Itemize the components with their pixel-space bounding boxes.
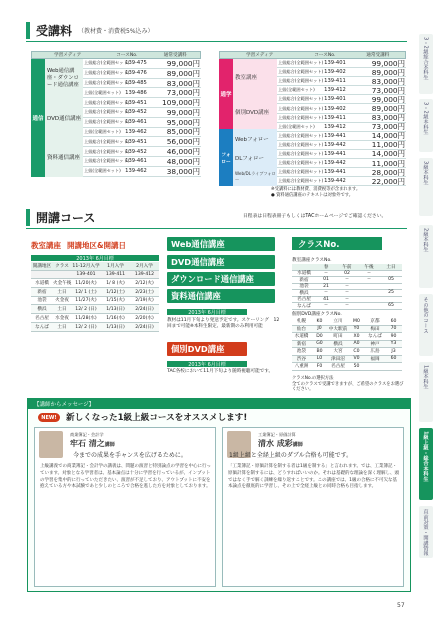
loc-cell: 1/12(土) bbox=[106, 289, 125, 295]
t1-cell: 池袋 bbox=[299, 284, 309, 290]
page-number: 57 bbox=[397, 602, 405, 609]
loc-row bbox=[31, 297, 159, 306]
right-fee-type: 上級総合(全範囲セット) bbox=[278, 132, 324, 138]
classno-foot bbox=[292, 376, 404, 393]
left-fee-type: 上級(全範囲セット) bbox=[84, 128, 121, 134]
t2-cell: 梅田 bbox=[370, 326, 380, 332]
right-fee-type: 上級総合(全範囲セット) bbox=[278, 69, 324, 75]
t2-cell: V0 bbox=[353, 356, 360, 362]
right-name: 清水 成彩 bbox=[258, 439, 293, 448]
col-media-r: 学習メディア bbox=[245, 53, 274, 58]
t2-row bbox=[292, 341, 402, 349]
loc-cell: 2/12(火) bbox=[135, 280, 154, 286]
t2-cell: M0 bbox=[353, 318, 360, 324]
t2-cell: A0 bbox=[353, 341, 360, 347]
left-quote: 今までの成果を手ャンスを広げるために。 bbox=[73, 452, 187, 459]
t2-row bbox=[292, 326, 402, 334]
loc-cell: 水金夜 bbox=[55, 316, 69, 322]
t2-cell: 渋谷 bbox=[296, 356, 307, 362]
loc-header-cell: 1月入学 bbox=[107, 264, 124, 269]
left-role: 商業簿記・会計学 bbox=[70, 432, 104, 437]
left-fee-price: 99,000円 bbox=[166, 107, 200, 117]
t2-cell: L0 bbox=[316, 356, 323, 362]
t2-cell: Y3 bbox=[390, 341, 397, 347]
right-fee-type: 上級総合(全範囲セット) bbox=[278, 96, 324, 102]
loc-row bbox=[31, 314, 159, 323]
follow-cat bbox=[219, 129, 233, 186]
t2-cell: 福岡 bbox=[370, 356, 380, 362]
left-fee-price: 85,000円 bbox=[166, 127, 200, 137]
right-fee-type: 上級総合(全範囲セット) bbox=[278, 114, 324, 120]
dl-follow-group bbox=[233, 148, 277, 167]
kobetsu-note: TAC各校において11月下旬より随時視聴可能です。 bbox=[167, 369, 274, 374]
left-fee-code: 139-486 bbox=[125, 89, 147, 96]
right-fee-code: 139-412 bbox=[324, 87, 346, 94]
fee-note-1: ※受講料には教材費、消費税等が含まれます。 bbox=[271, 187, 361, 192]
t1-cell: 02 bbox=[344, 270, 350, 276]
right-fee-code: 139-402 bbox=[324, 69, 346, 76]
mid-note: 教材は11月下旬より発送予定です。スケーリング 12回まで可能※本科生限定、最新期のみ利用可能 bbox=[167, 318, 280, 329]
right-fee-price: 11,000円 bbox=[371, 140, 405, 150]
right-fee-code: 139-441 bbox=[324, 132, 346, 139]
t1-cell: 新宿 bbox=[299, 277, 309, 283]
left-fee-price: 38,000円 bbox=[166, 166, 200, 176]
t2-cell: 70 bbox=[390, 326, 397, 332]
t2-cell: 90 bbox=[390, 333, 397, 339]
t2-cell: 立川 bbox=[333, 319, 343, 325]
left-fee-code: 139-461 bbox=[125, 158, 147, 165]
fee-notes bbox=[271, 187, 360, 198]
fee-note-2: ● 資料通信講座のテキストは対象外です。 bbox=[271, 192, 354, 198]
right-fee-price: 99,000円 bbox=[371, 58, 405, 68]
t1-cell: -- bbox=[324, 270, 328, 276]
right-fee-type: 上級総合(全範囲セット) bbox=[278, 105, 324, 111]
loc-row bbox=[31, 279, 159, 288]
loc-row bbox=[31, 305, 159, 314]
right-fee-price: 14,000円 bbox=[371, 149, 405, 159]
left-fee-code: 139-461 bbox=[125, 119, 147, 126]
location-table bbox=[31, 262, 159, 332]
left-message bbox=[34, 427, 216, 587]
left-fee-price: 83,000円 bbox=[166, 78, 200, 88]
t2-cell: B0 bbox=[316, 348, 323, 354]
left-fee-price: 46,000円 bbox=[166, 147, 200, 157]
right-message bbox=[222, 427, 404, 587]
loc-cell: 横浜 bbox=[37, 307, 47, 313]
right-fee-code: 139-412 bbox=[324, 123, 346, 130]
right-fee-type: 上級(全範囲セット) bbox=[278, 87, 315, 93]
loc-cell: 11/28(水) bbox=[75, 316, 97, 322]
side-tab[interactable]: 3・2級総合本科生 bbox=[419, 34, 433, 94]
web-course-button[interactable]: Web通信講座 bbox=[167, 237, 275, 251]
dvd-course-button[interactable]: DVD通信講座 bbox=[167, 255, 275, 269]
t1-cell: -- bbox=[367, 270, 371, 276]
side-tab[interactable]: 1級上級・総合本科生 bbox=[419, 428, 433, 500]
web-follow-group bbox=[233, 129, 277, 148]
left-fee-type: 上級(全範囲セット) bbox=[84, 168, 121, 174]
t2-cell: J0 bbox=[317, 326, 322, 332]
webdl-follow-group bbox=[233, 167, 277, 186]
t2-row bbox=[292, 356, 402, 364]
loc-cell: 11/27(火) bbox=[75, 298, 97, 304]
t2-cell: 60 bbox=[390, 318, 397, 324]
right-suffix: 講師 bbox=[292, 442, 303, 448]
t1-cell: -- bbox=[345, 277, 349, 283]
course-title: 開講コース bbox=[36, 211, 96, 225]
left-name-wrap bbox=[70, 438, 115, 449]
year-bar-1: 2013年 6月目標 bbox=[31, 255, 159, 261]
t2-cell: 名古屋 bbox=[331, 364, 345, 370]
right-fee-code: 139-411 bbox=[324, 78, 346, 85]
fee-section-title bbox=[26, 22, 154, 39]
loc-cell: 1/16(水) bbox=[106, 316, 125, 322]
classno-table1-title: 教室講座クラスNo. bbox=[292, 258, 332, 263]
right-fee-type: 上級総合(全範囲セット) bbox=[278, 78, 324, 84]
loc-cell: 12/ 2 (日) bbox=[75, 324, 97, 330]
shiryo-group bbox=[45, 137, 83, 177]
t1-header-cell: 春 bbox=[323, 264, 329, 270]
t2-cell: 町田 bbox=[333, 334, 343, 340]
loc-cell: 1/13(日) bbox=[106, 307, 125, 313]
t2-cell: 津田沼 bbox=[331, 356, 345, 362]
t2-cell: 50 bbox=[353, 363, 360, 369]
left-fee-code: 139-485 bbox=[125, 79, 147, 86]
kobetsu-course-button[interactable]: 個別DVD講座 bbox=[167, 342, 247, 356]
right-name-wrap bbox=[258, 438, 303, 449]
t2-row bbox=[292, 333, 402, 341]
left-fee-type: 上級総合(全範囲セット) bbox=[84, 148, 130, 154]
left-fee-price: 56,000円 bbox=[166, 137, 200, 147]
t2-cell: 中大駅前 bbox=[328, 326, 348, 332]
loc-cell: 2/23(土) bbox=[135, 289, 154, 295]
loc-cell: 2/24(日) bbox=[135, 324, 154, 330]
left-fee-code: 139-452 bbox=[125, 109, 147, 116]
fee-rule bbox=[26, 41, 407, 42]
loc-row bbox=[31, 288, 159, 297]
right-fee-type: 上級総合(全範囲セット) bbox=[278, 178, 324, 184]
t1-cell: 21 bbox=[323, 283, 329, 289]
t1-cell: -- bbox=[345, 296, 349, 302]
loc-code-row bbox=[31, 271, 159, 279]
loc-cell: 2/19(火) bbox=[135, 298, 154, 304]
loc-cell: なんば bbox=[35, 324, 49, 330]
left-fee-price: 73,000円 bbox=[166, 88, 200, 98]
loc-header-row bbox=[31, 262, 159, 271]
t2-cell: 広島 bbox=[370, 349, 380, 355]
loc-cell: 2/24(日) bbox=[135, 307, 154, 313]
left-fee-type: 上級総合(全範囲セット) bbox=[84, 70, 130, 76]
right-rows bbox=[277, 59, 406, 186]
message-title: 新しくなった1級上級コースをオススメします! bbox=[66, 413, 248, 423]
area-date-head: 開講地区&開講日 bbox=[67, 240, 127, 250]
left-fee-type: 上級総合(全範囲セット) bbox=[84, 79, 130, 85]
loc-code-cell: 139-411 bbox=[105, 272, 126, 277]
t2-cell: K0 bbox=[316, 318, 323, 324]
loc-cell: 池袋 bbox=[37, 298, 47, 304]
t2-cell: 新宿 bbox=[296, 341, 307, 347]
left-fee-code: 139-462 bbox=[125, 168, 147, 175]
left-fee-code: 139-476 bbox=[125, 70, 147, 77]
t1-row bbox=[292, 303, 402, 310]
classno-foot-2: 全てのクラスで受講できますが、ご希望のクラスをお選びください。 bbox=[292, 381, 404, 392]
web-dvd-label: Web通信講座・ダウンロード通信講座 bbox=[47, 68, 79, 88]
t1-cell: 01 bbox=[323, 277, 329, 283]
side-tab[interactable]: 3・2級本科生 bbox=[419, 99, 433, 152]
fee-table-right bbox=[219, 51, 406, 186]
right-fee-price: 14,000円 bbox=[371, 131, 405, 141]
left-fee-code: 139-451 bbox=[125, 99, 147, 106]
right-fee-price: 73,000円 bbox=[371, 122, 405, 132]
download-course-button[interactable]: ダウンロード通信講座 bbox=[167, 272, 275, 286]
right-fee-type: 上級総合(全範囲セット) bbox=[278, 150, 324, 156]
left-fee-type: 上級総合(全範囲セット) bbox=[84, 119, 130, 125]
left-fee-type: 上級(全範囲セット) bbox=[84, 89, 121, 95]
right-quote: 1級上級と全経上級のダブル合格も可能です。 bbox=[229, 452, 353, 459]
shiryo-label: 資料通信講座 bbox=[47, 155, 81, 161]
left-fee-code: 139-452 bbox=[125, 148, 147, 155]
t2-cell: なんば bbox=[368, 334, 382, 340]
loc-code-cell: 139-412 bbox=[134, 272, 155, 277]
loc-header-cell: 2月入学 bbox=[136, 264, 153, 269]
left-fee-type: 上級総合(全範囲セット) bbox=[84, 158, 130, 164]
loc-header-cell: 11-12月入学 bbox=[72, 264, 100, 269]
t2-row bbox=[292, 363, 402, 371]
right-fee-price: 28,000円 bbox=[371, 167, 405, 177]
t2-cell: F0 bbox=[316, 363, 323, 369]
loc-cell: 土日 bbox=[57, 289, 67, 295]
left-body: 上級講義での商業簿記・会計学の講義は、問題の演習と特別論点の学習を中心に行っています。対象となる学習者は、基本論点は十分に学習を行っているが、インプットの学習を集中的に行っていただきたい、演習が不足しており、アウトプットに不安を抱えている方や本試験であと少しのところで合格を逃した方を対象としております。 bbox=[40, 464, 211, 490]
fee-table-left bbox=[31, 51, 201, 177]
year-bar-2: 2013年 6月目標 bbox=[167, 309, 247, 315]
right-fee-type: 上級総合(全範囲セット) bbox=[278, 60, 324, 66]
t2-cell: D0 bbox=[316, 333, 323, 339]
t1-cell: -- bbox=[324, 290, 328, 296]
loc-cell: 火金午後 bbox=[53, 280, 72, 286]
right-fee-type: 上級(全範囲セット) bbox=[278, 123, 315, 129]
follow-label: フォロー bbox=[221, 152, 231, 165]
loc-cell: 11/20(火) bbox=[75, 280, 97, 286]
col-course-r: コースNo. bbox=[314, 53, 336, 58]
loc-header-cell: クラス bbox=[55, 264, 69, 269]
left-fee-type: 上級総合(全範囲セット) bbox=[84, 99, 130, 105]
course-note: 日程表は日程表冊子もしくはTACホームページでご確認ください。 bbox=[243, 214, 387, 219]
t1-header-cell: 土日 bbox=[386, 264, 396, 270]
left-suffix: 講師 bbox=[104, 442, 115, 448]
left-fee-price: 99,000円 bbox=[166, 58, 200, 68]
kobetsu-label: 個別DVD講座 bbox=[235, 109, 270, 116]
loc-row bbox=[31, 323, 159, 332]
right-fee-code: 139-401 bbox=[324, 96, 346, 103]
right-fee-price: 89,000円 bbox=[371, 67, 405, 77]
loc-cell: 名古屋 bbox=[35, 316, 49, 322]
kyoshitsu-group bbox=[233, 59, 277, 94]
t1-cell: 25 bbox=[388, 290, 394, 296]
left-fee-row bbox=[83, 167, 201, 177]
side-tab[interactable]: 3級本科生 bbox=[419, 158, 433, 216]
left-fee-price: 95,000円 bbox=[166, 117, 200, 127]
tsushin-label: 通信 bbox=[32, 116, 44, 122]
right-fee-code: 139-442 bbox=[324, 178, 346, 185]
web-follow-label: Webフォロー bbox=[235, 136, 269, 143]
side-tab[interactable]: その他のコース bbox=[419, 294, 433, 356]
new-badge: NEW! bbox=[38, 413, 60, 422]
t2-cell: C0 bbox=[353, 348, 360, 354]
side-tab[interactable]: 直前対策・開講情報 bbox=[419, 506, 433, 558]
web-dvd-group bbox=[45, 59, 83, 98]
loc-cell: 2/20(水) bbox=[135, 316, 154, 322]
right-fee-code: 139-402 bbox=[324, 105, 346, 112]
right-fee-price: 83,000円 bbox=[371, 113, 405, 123]
t2-cell: 大宮 bbox=[333, 349, 343, 355]
classno-foot-1: クラスNo.の選択方法 bbox=[292, 376, 334, 381]
message-box bbox=[27, 398, 411, 592]
left-fee-price: 89,000円 bbox=[166, 68, 200, 78]
right-fee-code: 139-441 bbox=[324, 169, 346, 176]
loc-cell: 1/ 8 (火) bbox=[106, 280, 125, 286]
dvd-label: DVD通信講座 bbox=[47, 115, 82, 122]
t2-cell: 水道橋 bbox=[294, 334, 309, 340]
col-fee: 通常受講料 bbox=[163, 53, 187, 58]
shiryo-course-button[interactable]: 資料通信講座 bbox=[167, 289, 275, 303]
t1-header-cell: 午後 bbox=[364, 264, 374, 270]
t1-cell: -- bbox=[324, 303, 328, 309]
dl-follow-label: DLフォロー bbox=[235, 155, 265, 162]
message-head: 【講師からメッセージ】 bbox=[28, 399, 410, 409]
t1-cell: -- bbox=[345, 303, 349, 309]
right-fee-code: 139-411 bbox=[324, 114, 346, 121]
col-fee-r: 通常受講料 bbox=[366, 53, 390, 58]
t1-header-cell: 午前 bbox=[342, 264, 352, 270]
col-course: コースNo. bbox=[116, 53, 138, 58]
left-rows bbox=[83, 59, 201, 177]
t1-cell: 水道橋 bbox=[297, 271, 311, 277]
right-fee-code: 139-401 bbox=[324, 60, 346, 67]
t1-cell: 名古屋 bbox=[297, 297, 311, 303]
loc-cell: 土日 bbox=[57, 307, 67, 313]
t1-cell: なんば bbox=[297, 303, 311, 309]
right-fee-price: 73,000円 bbox=[371, 85, 405, 95]
col-media: 学習メディア bbox=[53, 53, 82, 58]
t1-cell: 41 bbox=[323, 296, 329, 302]
right-fee-code: 139-442 bbox=[324, 141, 346, 148]
course-rule bbox=[26, 228, 407, 229]
left-fee-type: 上級総合(全範囲セット) bbox=[84, 60, 130, 66]
right-fee-code: 139-441 bbox=[324, 150, 346, 157]
t2-cell: 八重洲 bbox=[294, 364, 309, 370]
loc-cell: 新宿 bbox=[37, 289, 47, 295]
right-fee-code: 139-442 bbox=[324, 160, 346, 167]
side-tab[interactable]: 1級本科生 bbox=[419, 362, 433, 422]
right-fee-type: 上級総合(全範囲セット) bbox=[278, 169, 324, 175]
t1-cell: 05 bbox=[388, 277, 394, 283]
tsugaku-cat bbox=[219, 59, 233, 129]
t2-row bbox=[292, 318, 402, 326]
left-fee-price: 109,000円 bbox=[162, 98, 200, 108]
course-section-title bbox=[26, 209, 95, 226]
tsushin-cat bbox=[31, 59, 45, 177]
right-fee-price: 22,000円 bbox=[371, 176, 405, 186]
webdl-follow-label: Web/DLライブフォロー bbox=[235, 170, 276, 182]
t2-cell: J3 bbox=[391, 348, 396, 354]
t2-cell: 神戸 bbox=[370, 341, 380, 347]
t2-cell: X0 bbox=[353, 333, 360, 339]
kobetsu-group bbox=[233, 94, 277, 129]
left-fee-type: 上級総合(全範囲セット) bbox=[84, 138, 130, 144]
left-fee-code: 139-475 bbox=[125, 60, 147, 67]
left-avatar bbox=[39, 431, 63, 458]
year-bar-3: 2013年 6月目標 bbox=[167, 361, 247, 367]
left-fee-code: 139-451 bbox=[125, 138, 147, 145]
classno-table2-title: 個別DVD講座クラスNo. bbox=[292, 312, 342, 317]
right-fee-type: 上級総合(全範囲セット) bbox=[278, 141, 324, 147]
t1-cell: -- bbox=[345, 283, 349, 289]
t2-cell: Y0 bbox=[353, 326, 360, 332]
loc-cell: 土日 bbox=[57, 324, 67, 330]
fee-subtitle: （教材費・消費税5%込み） bbox=[78, 28, 154, 35]
t2-cell: 札幌 bbox=[296, 319, 307, 325]
dvd-group bbox=[45, 98, 83, 137]
left-head bbox=[31, 239, 126, 251]
t1-cell: 65 bbox=[388, 303, 394, 309]
t2-cell: 仙台 bbox=[296, 326, 307, 332]
right-body: 「工業簿記・原価計算を制する者は1級を制する」と言われます。では、工業簿記・原価計算を制するには、どうすればいいのか。それは基礎的な理論を深く理解し、頭ではなく手で解く訓練を繰り返すことです。この講座では、1級の合格に不可欠な基本論点を徹底的に学習し、その上で全経上級との同時合格も目指します。 bbox=[228, 464, 399, 490]
left-fee-price: 48,000円 bbox=[166, 156, 200, 166]
right-role: 工業簿記・原価計算 bbox=[258, 432, 296, 437]
t2-row bbox=[292, 348, 402, 356]
loc-header-cell: 開講地区 bbox=[32, 264, 52, 269]
kyoshitsu-head: 教室講座 bbox=[31, 240, 61, 250]
loc-cell: 12/ 2 (日) bbox=[75, 307, 97, 313]
classno-title: クラスNo. bbox=[292, 237, 382, 250]
left-name: 牢石 清之 bbox=[70, 439, 105, 448]
side-tab[interactable]: 2級本科生 bbox=[419, 225, 433, 288]
loc-cell: 12/ 1 (土) bbox=[75, 289, 97, 295]
kyoshitsu-label: 教室講座 bbox=[235, 74, 258, 81]
classno-table1 bbox=[292, 264, 402, 310]
t2-cell: G0 bbox=[316, 341, 323, 347]
right-fee-price: 83,000円 bbox=[371, 76, 405, 86]
t2-cell: 横浜 bbox=[333, 341, 343, 347]
tsugaku-label: 通学 bbox=[220, 92, 232, 98]
fee-title: 受講料 bbox=[36, 24, 73, 38]
t2-cell: 60 bbox=[390, 356, 397, 362]
t2-cell: 京都 bbox=[370, 319, 380, 325]
t2-cell: 池袋 bbox=[296, 349, 307, 355]
loc-cell: 1/13(日) bbox=[106, 324, 125, 330]
right-fee-price: 89,000円 bbox=[371, 104, 405, 114]
loc-cell: 火金夜 bbox=[55, 298, 69, 304]
right-fee-price: 99,000円 bbox=[371, 94, 405, 104]
right-fee-row bbox=[277, 177, 406, 186]
left-fee-type: 上級総合(全範囲セット) bbox=[84, 109, 130, 115]
right-fee-type: 上級総合(全範囲セット) bbox=[278, 160, 324, 166]
loc-cell: 1/15(火) bbox=[106, 298, 125, 304]
loc-cell: 水道橋 bbox=[35, 280, 49, 286]
t1-cell: -- bbox=[345, 290, 349, 296]
loc-code-cell: 139-401 bbox=[76, 272, 96, 277]
classno-table2 bbox=[292, 318, 402, 371]
right-fee-price: 11,000円 bbox=[371, 158, 405, 168]
left-fee-code: 139-462 bbox=[125, 128, 147, 135]
t1-cell: -- bbox=[367, 277, 371, 283]
t1-cell: 横浜 bbox=[299, 290, 309, 296]
